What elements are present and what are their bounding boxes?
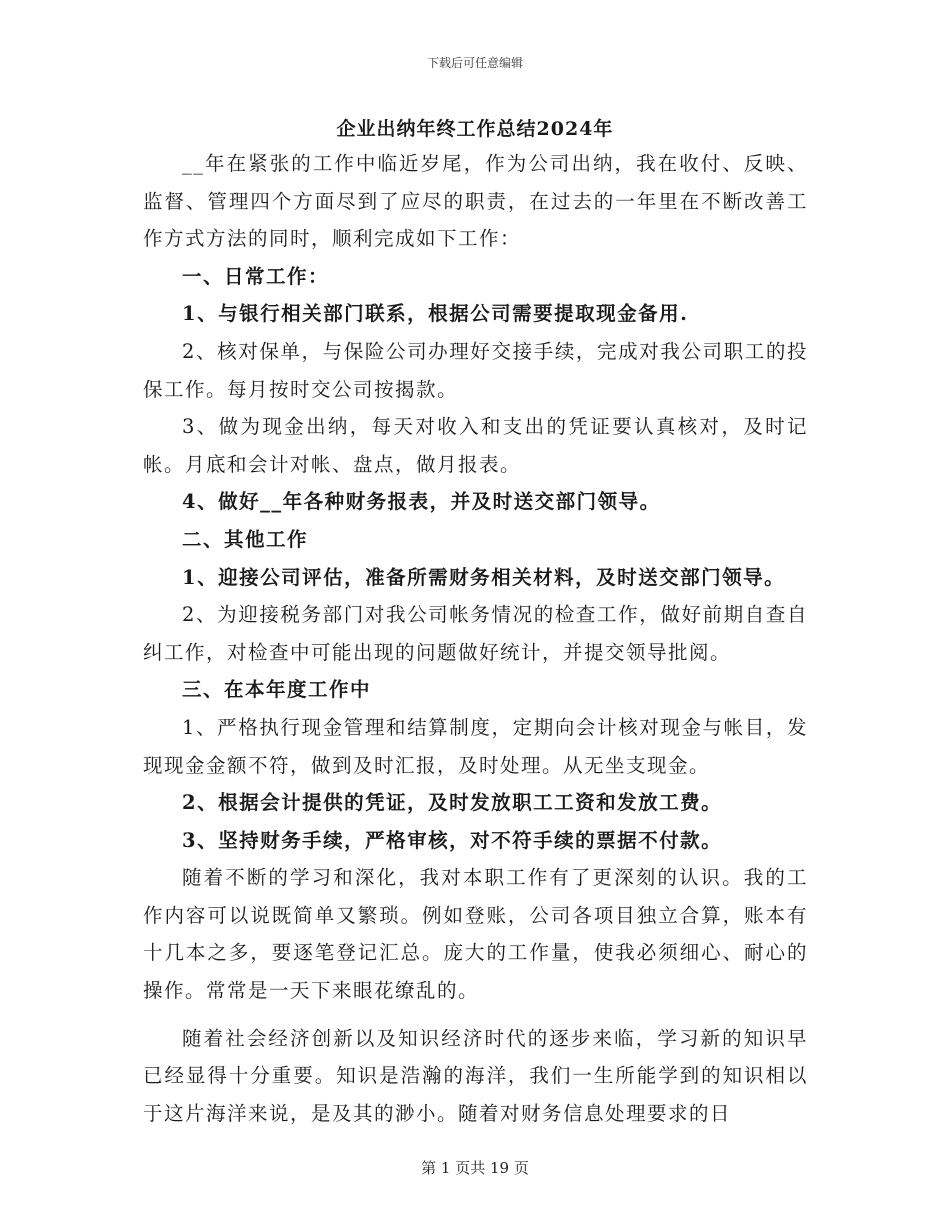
- paragraph-learning: 随着社会经济创新以及知识经济时代的逐步来临，学习新的知识早已经显得十分重要。知识是浩瀚的海洋，我们一生所能学到的知识相以于这片海洋来说，是及其的渺小。随着对财务信息处理要求的日: [143, 1026, 808, 1125]
- page-number: 第 1 页共 19 页: [421, 1159, 529, 1177]
- paragraph-intro: __年在紧张的工作中临近岁尾，作为公司出纳，我在收付、反映、监督、管理四个方面尽到了应尽的职责，在过去的一年里在不断改善工作方式方法的同时，顺利完成如下工作：: [143, 152, 808, 251]
- list-item: 2、核对保单，与保险公司办理好交接手续，完成对我公司职工的投保工作。每月按时交公司按揭款。: [143, 339, 808, 401]
- list-item: 3、坚持财务手续，严格审核，对不符手续的票据不付款。: [182, 828, 723, 852]
- list-item: 2、为迎接税务部门对我公司帐务情况的检查工作，做好前期自查自纠工作，对检查中可能出现的问题做好统计，并提交领导批阅。: [143, 603, 808, 664]
- page-header: 下载后可任意编辑: [426, 56, 523, 70]
- section-heading-this-year: 三、在本年度工作中: [182, 678, 372, 702]
- list-item: 1、迎接公司评估，准备所需财务相关材料，及时送交部门领导。: [182, 565, 786, 589]
- document-body: [143, 145, 808, 1132]
- list-item: 1、与银行相关部门联系，根据公司需要提取现金备用.: [182, 302, 689, 326]
- section-heading-other-work: 二、其他工作: [182, 527, 309, 551]
- document-title: 企业出纳年终工作总结2024年: [336, 118, 614, 140]
- section-heading-daily-work: 一、日常工作：: [182, 264, 330, 288]
- list-item: 4、做好__年各种财务报表，并及时送交部门领导。: [182, 490, 661, 514]
- paragraph-reflection: 随着不断的学习和深化，我对本职工作有了更深刻的认识。我的工作内容可以说既简单又繁琐。例如登账，公司各项目独立合算，账本有十几本之多，要逐笔登记汇总。庞大的工作量，使我必须细心、耐心的操作。常常是一天下来眼花缭乱的。: [143, 866, 808, 1003]
- list-item: 3、做为现金出纳，每天对收入和支出的凭证要认真核对，及时记帐。月底和会计对帐、盘点，做月报表。: [143, 415, 808, 476]
- list-item: 1、严格执行现金管理和结算制度，定期向会计核对现金与帐目，发现现金金额不符，做到及时汇报，及时处理。从无坐支现金。: [143, 715, 808, 777]
- list-item: 2、根据会计提供的凭证，及时发放职工工资和发放工费。: [182, 791, 723, 815]
